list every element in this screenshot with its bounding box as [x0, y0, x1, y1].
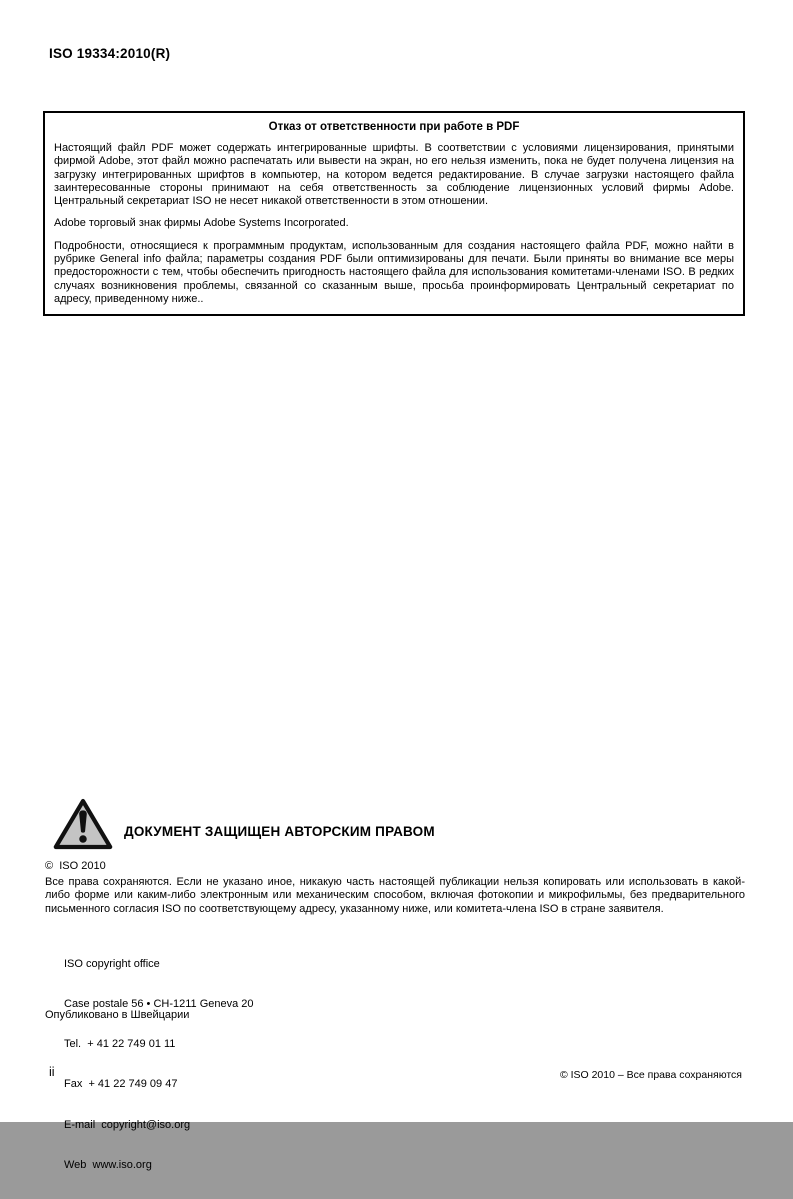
iso-address-block: [64, 931, 254, 1199]
disclaimer-paragraph: Подробности, относящиеся к программным продуктам, использованным для создания настоящего файла PDF, можно найти в рубрике General info файла; параметры создания PDF были оптимизированы для печати. Были приняты во внимание все меры предосторожности с тем, чтобы обеспечить пригодность настоящего файла для использования комитетами-членами ISO. В редких случаях возникновения проблемы, связанной со сказанным выше, просьба проинформировать Центральный секретариат по адресу, приведенному ниже..: [54, 239, 734, 305]
address-line-postal: Case postale 56 • CH-1211 Geneva 20: [64, 998, 254, 1011]
copyright-year-line: © ISO 2010: [45, 860, 106, 872]
page-number: ii: [49, 1065, 55, 1079]
warning-triangle-icon: [53, 797, 113, 851]
published-in-line: Опубликовано в Швейцарии: [45, 1009, 190, 1021]
footer-copyright: © ISO 2010 – Все права сохраняются: [559, 1069, 742, 1081]
address-line-email: E-mail copyright@iso.org: [64, 1118, 191, 1131]
address-line-web: Web www.iso.org: [64, 1158, 152, 1171]
address-line-office: ISO copyright office: [64, 957, 160, 970]
copyright-notice-text: Все права сохраняются. Если не указано иное, никакую часть настоящей публикации нельзя копировать или использовать в какой-либо форме или каким-либо электронным или механическим способом, включая фотокопии и микрофильмы, без предварительного письменного согласия ISO по соответствующему адресу, указанному ниже, или комитета-члена ISO в стране заявителя.: [45, 876, 745, 915]
pdf-disclaimer-box: [43, 111, 745, 316]
address-line-fax: Fax + 41 22 749 09 47: [64, 1078, 178, 1091]
disclaimer-paragraph: Настоящий файл PDF может содержать интегрированные шрифты. В соответствии с условиями лицензирования, принятыми фирмой Adobe, этот файл можно распечатать или вывести на экран, но его нельзя изменить, пока не будет получена лицензия на загрузку интегрированных шрифтов в компьютер, на котором ведется редактирование. В случае загрузки настоящего файла заинтересованные стороны принимают на себя ответственность за соблюдение лицензионных условий фирмы Adobe. Центральный секретариат ISO не несет никакой ответственности в этом отношении.: [54, 142, 734, 208]
disclaimer-title: Отказ от ответственности при работе в PDF: [268, 121, 520, 133]
copyright-protected-heading: ДОКУМЕНТ ЗАЩИЩЕН АВТОРСКИМ ПРАВОМ: [124, 824, 435, 839]
disclaimer-paragraph: Adobe торговый знак фирмы Adobe Systems Incorporated.: [54, 217, 349, 230]
address-line-tel: Tel. + 41 22 749 01 11: [64, 1038, 176, 1051]
document-reference: ISO 19334:2010(R): [49, 46, 171, 61]
